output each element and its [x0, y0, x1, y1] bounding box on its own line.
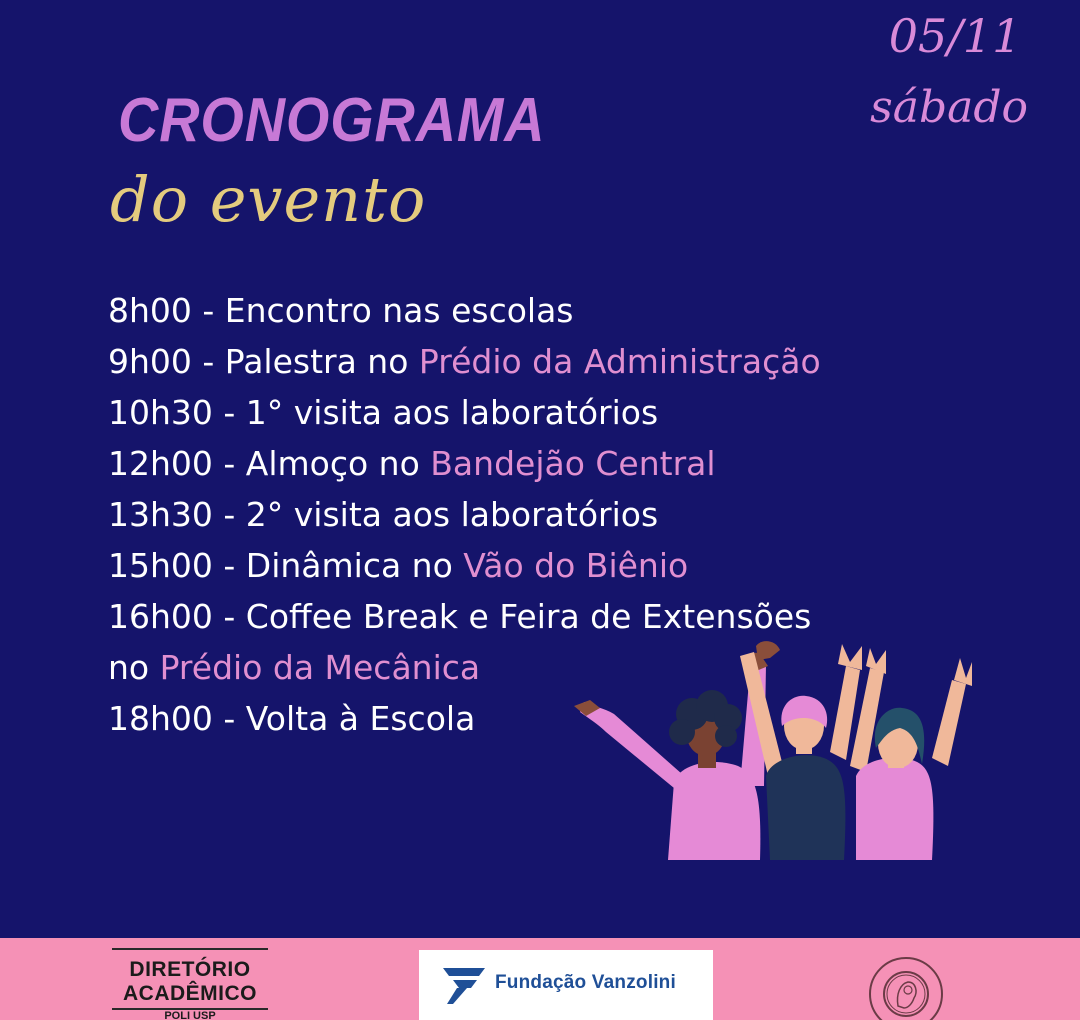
woman-left-figure [574, 653, 768, 860]
diretorio-logo-line1: DIRETÓRIO [129, 958, 251, 981]
woman-right-figure [850, 648, 972, 860]
schedule-place: Prédio da Administração [418, 342, 821, 381]
schedule-place: Bandejão Central [430, 444, 716, 483]
fundacao-vanzolini-logo [419, 950, 713, 1020]
schedule-item: 10h30 - 1° visita aos laboratórios [108, 393, 659, 432]
event-date-weekday: sábado [870, 82, 1028, 133]
schedule-item: 18h00 - Volta à Escola [108, 699, 476, 738]
schedule-item: 8h00 - Encontro nas escolas [108, 291, 574, 330]
fundacao-vanzolini-logo-icon [443, 968, 485, 1004]
schedule-item: 13h30 - 2° visita aos laboratórios [108, 495, 659, 534]
schedule-item: 9h00 - Palestra no Prédio da Administração [108, 342, 821, 381]
event-date [870, 8, 1028, 140]
schedule-place: Prédio da Mecânica [159, 648, 481, 687]
schedule-item: no Prédio da Mecânica [108, 648, 481, 687]
event-date-day: 05/11 [888, 9, 1022, 63]
schedule-item: 12h00 - Almoço no Bandejão Central [108, 444, 716, 483]
diretorio-logo-line3: POLI USP [112, 1008, 268, 1020]
diretorio-academico-logo [112, 948, 268, 1020]
schedule-item: 15h00 - Dinâmica no Vão do Biênio [108, 546, 689, 585]
schedule-item: 16h00 - Coffee Break e Feira de Extensões [108, 597, 812, 636]
schedule-place: Vão do Biênio [463, 546, 689, 585]
diretorio-logo-line2: ACADÊMICO [123, 982, 257, 1005]
usp-seal-icon [868, 948, 958, 1020]
footer-bar [0, 938, 1080, 1020]
celebrating-women-illustration [570, 636, 990, 860]
page-subtitle: do evento [110, 163, 427, 236]
fundacao-vanzolini-name: Fundação Vanzolini [495, 972, 676, 993]
page-title: CRONOGRAMA [118, 86, 546, 155]
